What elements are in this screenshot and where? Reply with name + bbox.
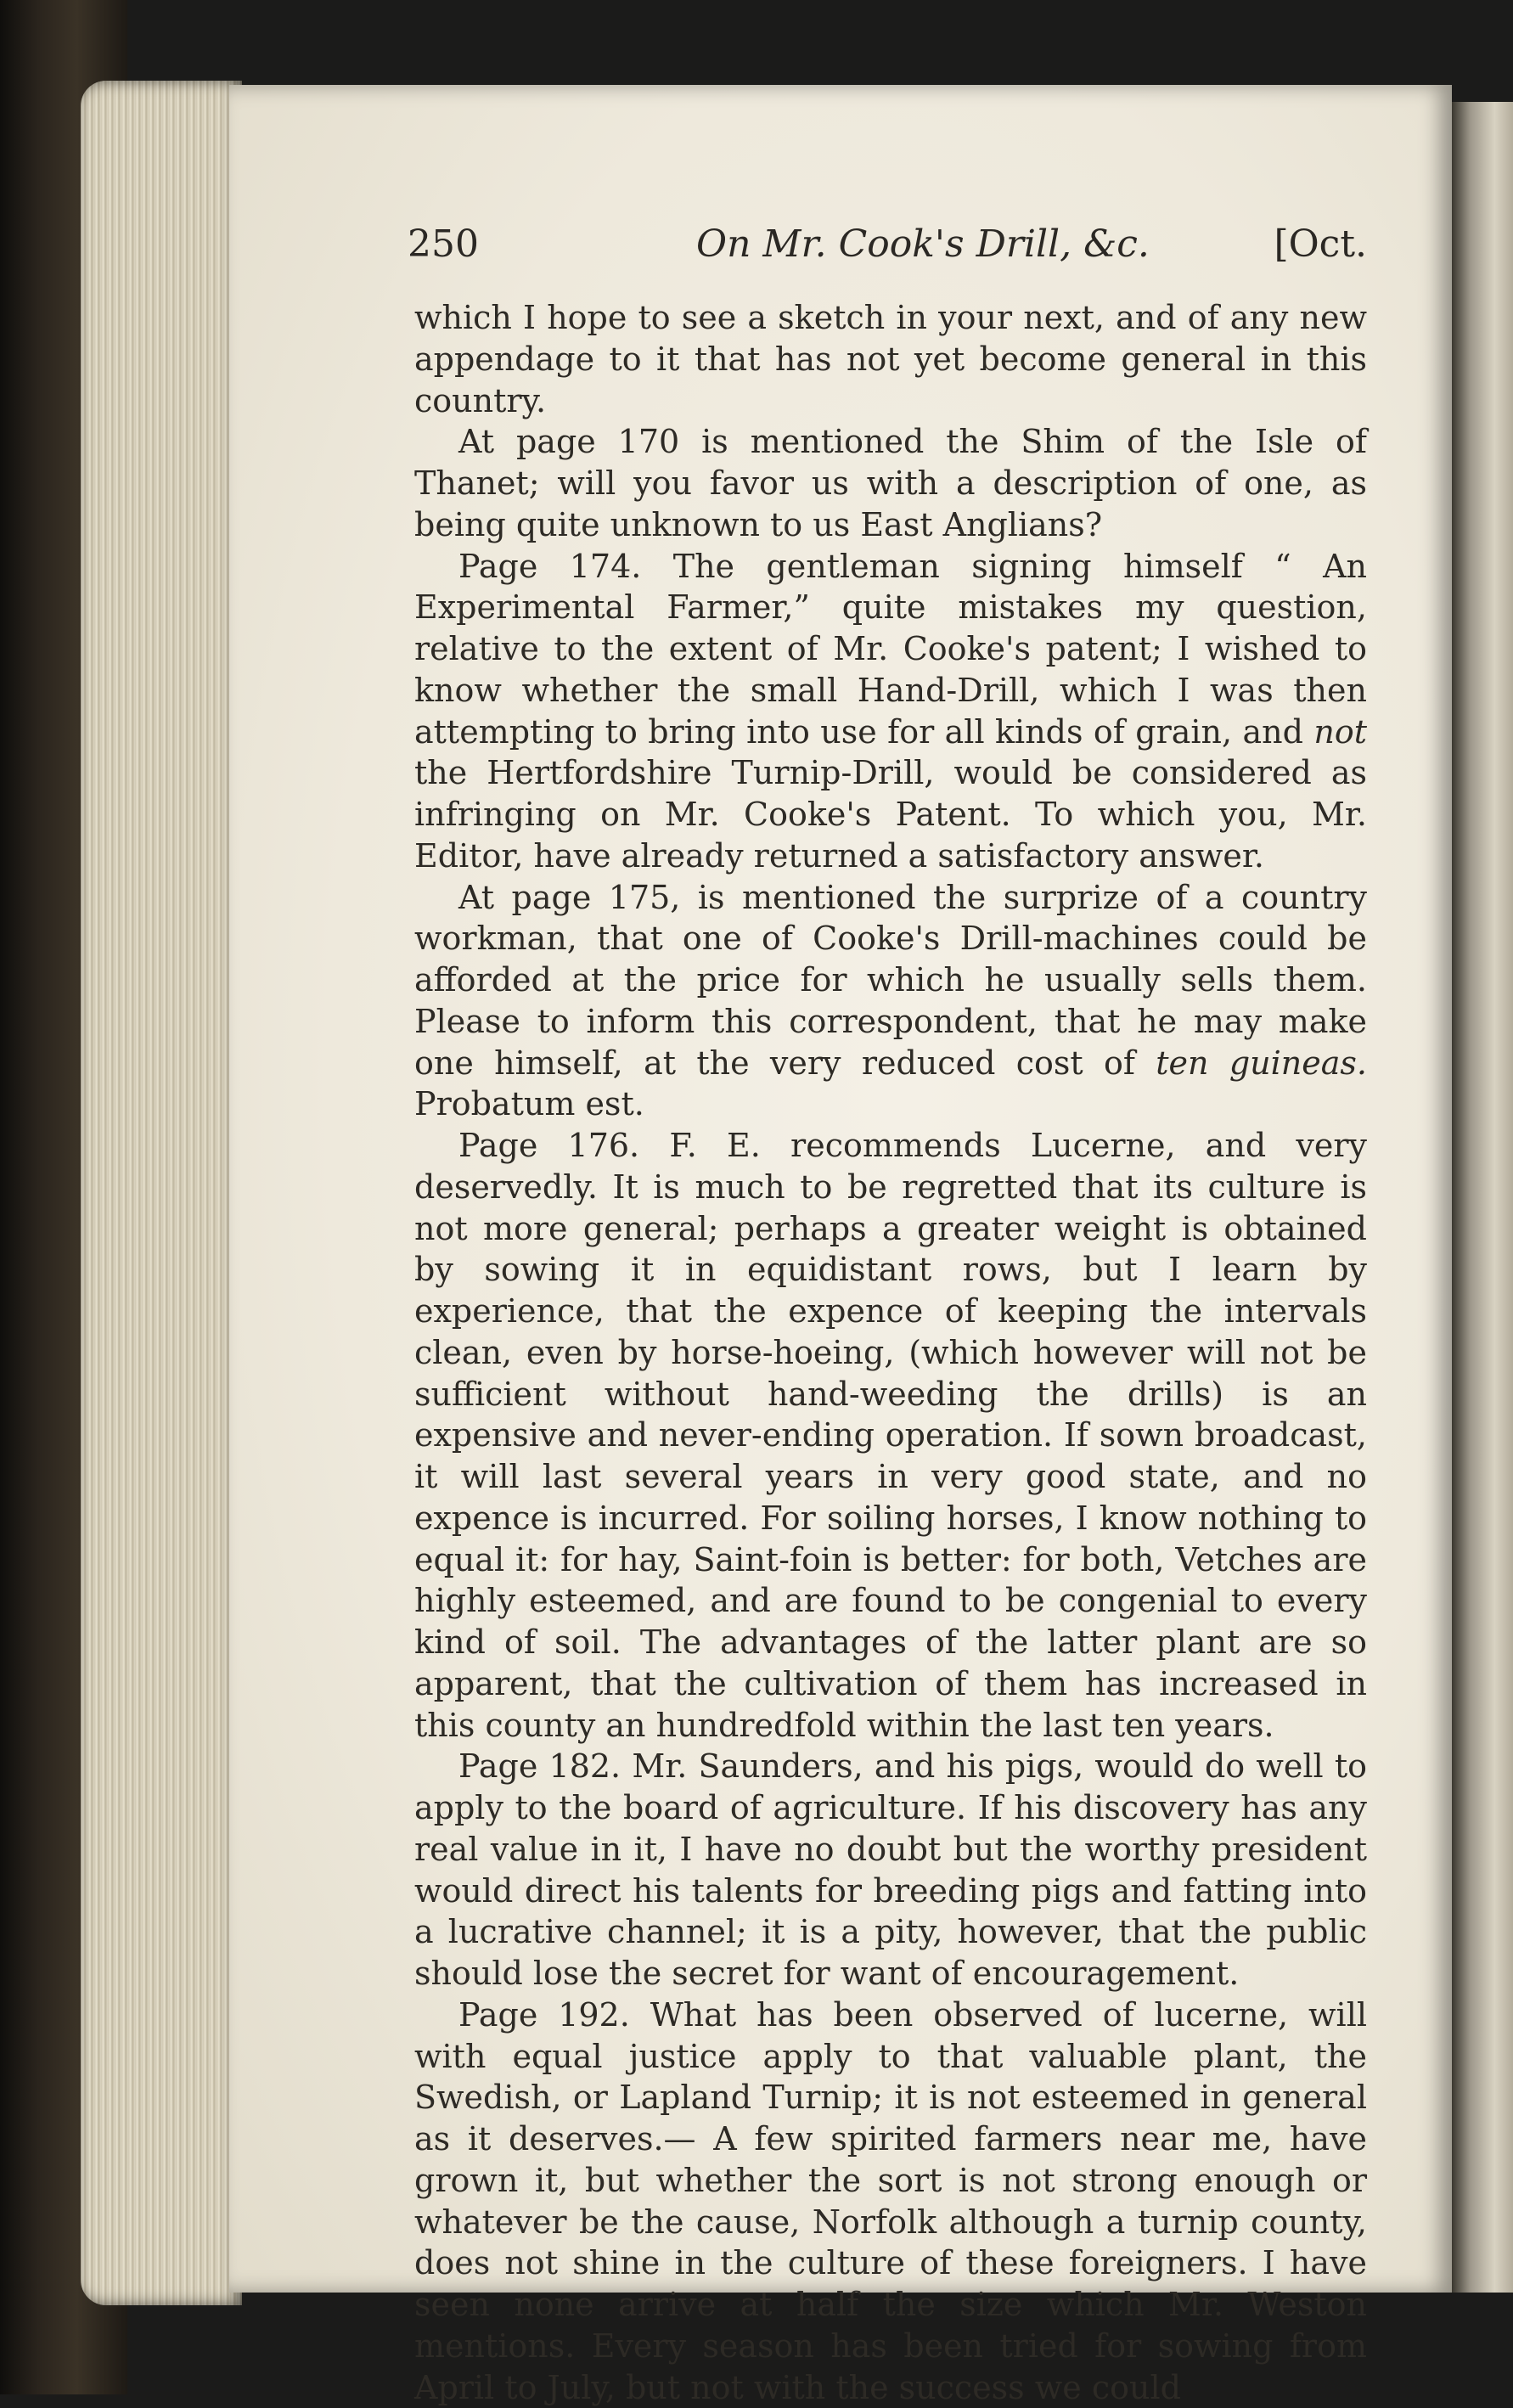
- paragraph: Page 182. Mr. Saunders, and his pigs, would do well to apply to the board of agriculture. If his discovery has any real value in it, I have no doubt but the worthy president would direct his talents for breeding pigs and fatting into a lucrative channel; it is a pity, however, that the public should lose the secret for want of encouragement.: [414, 1747, 1367, 1992]
- paragraph: Page 192. What has been observed of lucerne, will with equal justice apply to that valuable plant, the Swedish, or Lapland Turnip; it is not esteemed in general as it deserves.— A few spirited farmers near me, have grown it, but whether the sort is not strong enough or whatever be the cause, Norfolk although a turnip county, does not shine in the culture of these foreigners. I have seen none arrive at half the size which Mr. Weston mentions. Every season has been tried for sowing from April to July, but not with the success we could: [414, 1995, 1367, 2406]
- page-header: [408, 222, 1367, 282]
- page-edges: [81, 81, 242, 2305]
- running-month: [Oct.: [1274, 222, 1367, 266]
- paragraph-text: At page 175, is mentioned the surprize of a country workman, that one of Cooke's Drill-machines could be afforded at the price for which he usually sells them. Please to inform this correspondent, that he may make one himself, at the very reduced cost of: [414, 878, 1367, 1082]
- paragraph: [414, 546, 1367, 877]
- running-title: On Mr. Cook's Drill, &c.: [696, 222, 1150, 266]
- body-text: [414, 297, 1367, 2408]
- facing-page-edge: [1452, 102, 1513, 2293]
- italic-text: not: [1313, 712, 1367, 751]
- paragraph: At page 170 is mentioned the Shim of the Isle of Thanet; will you favor us with a description of one, as being quite unknown to us East Anglians?: [414, 423, 1367, 543]
- italic-text: ten guineas.: [1156, 1044, 1367, 1082]
- paragraph: Page 176. F. E. recommends Lucerne, and very deservedly. It is much to be regretted that its culture is not more general; perhaps a greater weight is obtained by sowing it in equidistant rows, but I learn by experience, that the expence of keeping the intervals clean, even by horse-hoeing, (which however will not be sufficient without hand-weeding the drills) is an expensive and never-ending operation. If sown broadcast, it will last several years in very good state, and no expence is incurred. For soiling horses, I know nothing to equal it: for hay, Saint-foin is better: for both, Vetches are highly esteemed, and are found to be congenial to every kind of soil. The advantages of the latter plant are so apparent, that the cultivation of them has increased in this county an hundredfold within the last ten years.: [414, 1127, 1367, 1744]
- paragraph-text: Page 174. The gentleman signing himself “ An Experimental Farmer,” quite mistakes my question, relative to the extent of Mr. Cooke's patent; I wished to know whether the small Hand-Drill, which I was then attempting to bring into use for all kinds of grain, and: [414, 547, 1367, 751]
- paragraph-text: Probatum est.: [414, 1085, 644, 1123]
- page-number: 250: [408, 222, 479, 266]
- paragraph: [414, 877, 1367, 1126]
- paragraph: which I hope to see a sketch in your next, and of any new appendage to it that has not yet become general in this country.: [414, 299, 1367, 419]
- paragraph-text: the Hertfordshire Turnip-Drill, would be considered as infringing on Mr. Cooke's Patent. To which you, Mr. Editor, have already returned a satisfactory answer.: [414, 754, 1367, 875]
